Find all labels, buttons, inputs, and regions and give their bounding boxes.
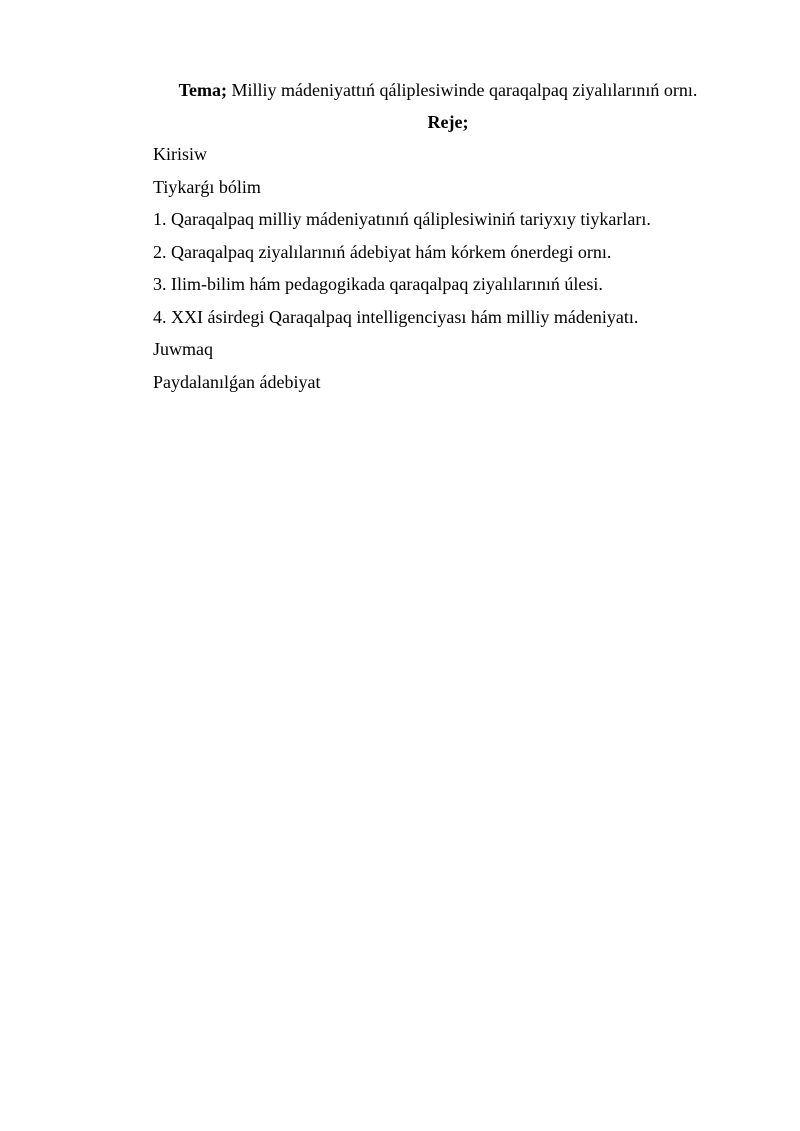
plan-item-1: 1. Qaraqalpaq milliy mádeniyatınıń qáliplesiwiniń tariyxıy tiykarları. [153,209,651,229]
plan-item-2: 2. Qaraqalpaq ziyalılarınıń ádebiyat hám kórkem ónerdegi ornı. [153,241,612,262]
plan-item-introduction: Kirisiw [153,144,207,164]
plan-item-references: Paydalanılǵan ádebiyat [153,371,321,392]
topic-label: Tema; [178,80,227,100]
topic-text: Milliy mádeniyattıń qáliplesiwinde qaraqalpaq ziyalılarınıń ornı. [231,80,698,100]
topic-line [153,74,723,106]
plan-item-main-part: Tiykarǵı bólim [153,176,261,197]
plan-heading: Reje; [427,112,469,132]
document-content [153,74,753,398]
plan-item-4: 4. XXI ásirdegi Qaraqalpaq intelligenciyası hám milliy mádeniyatı. [153,306,639,327]
plan-item-conclusion: Juwmaq [153,339,213,359]
plan-item-3: 3. Ilim-bilim hám pedagogikada qaraqalpaq ziyalılarınıń úlesi. [153,274,603,294]
